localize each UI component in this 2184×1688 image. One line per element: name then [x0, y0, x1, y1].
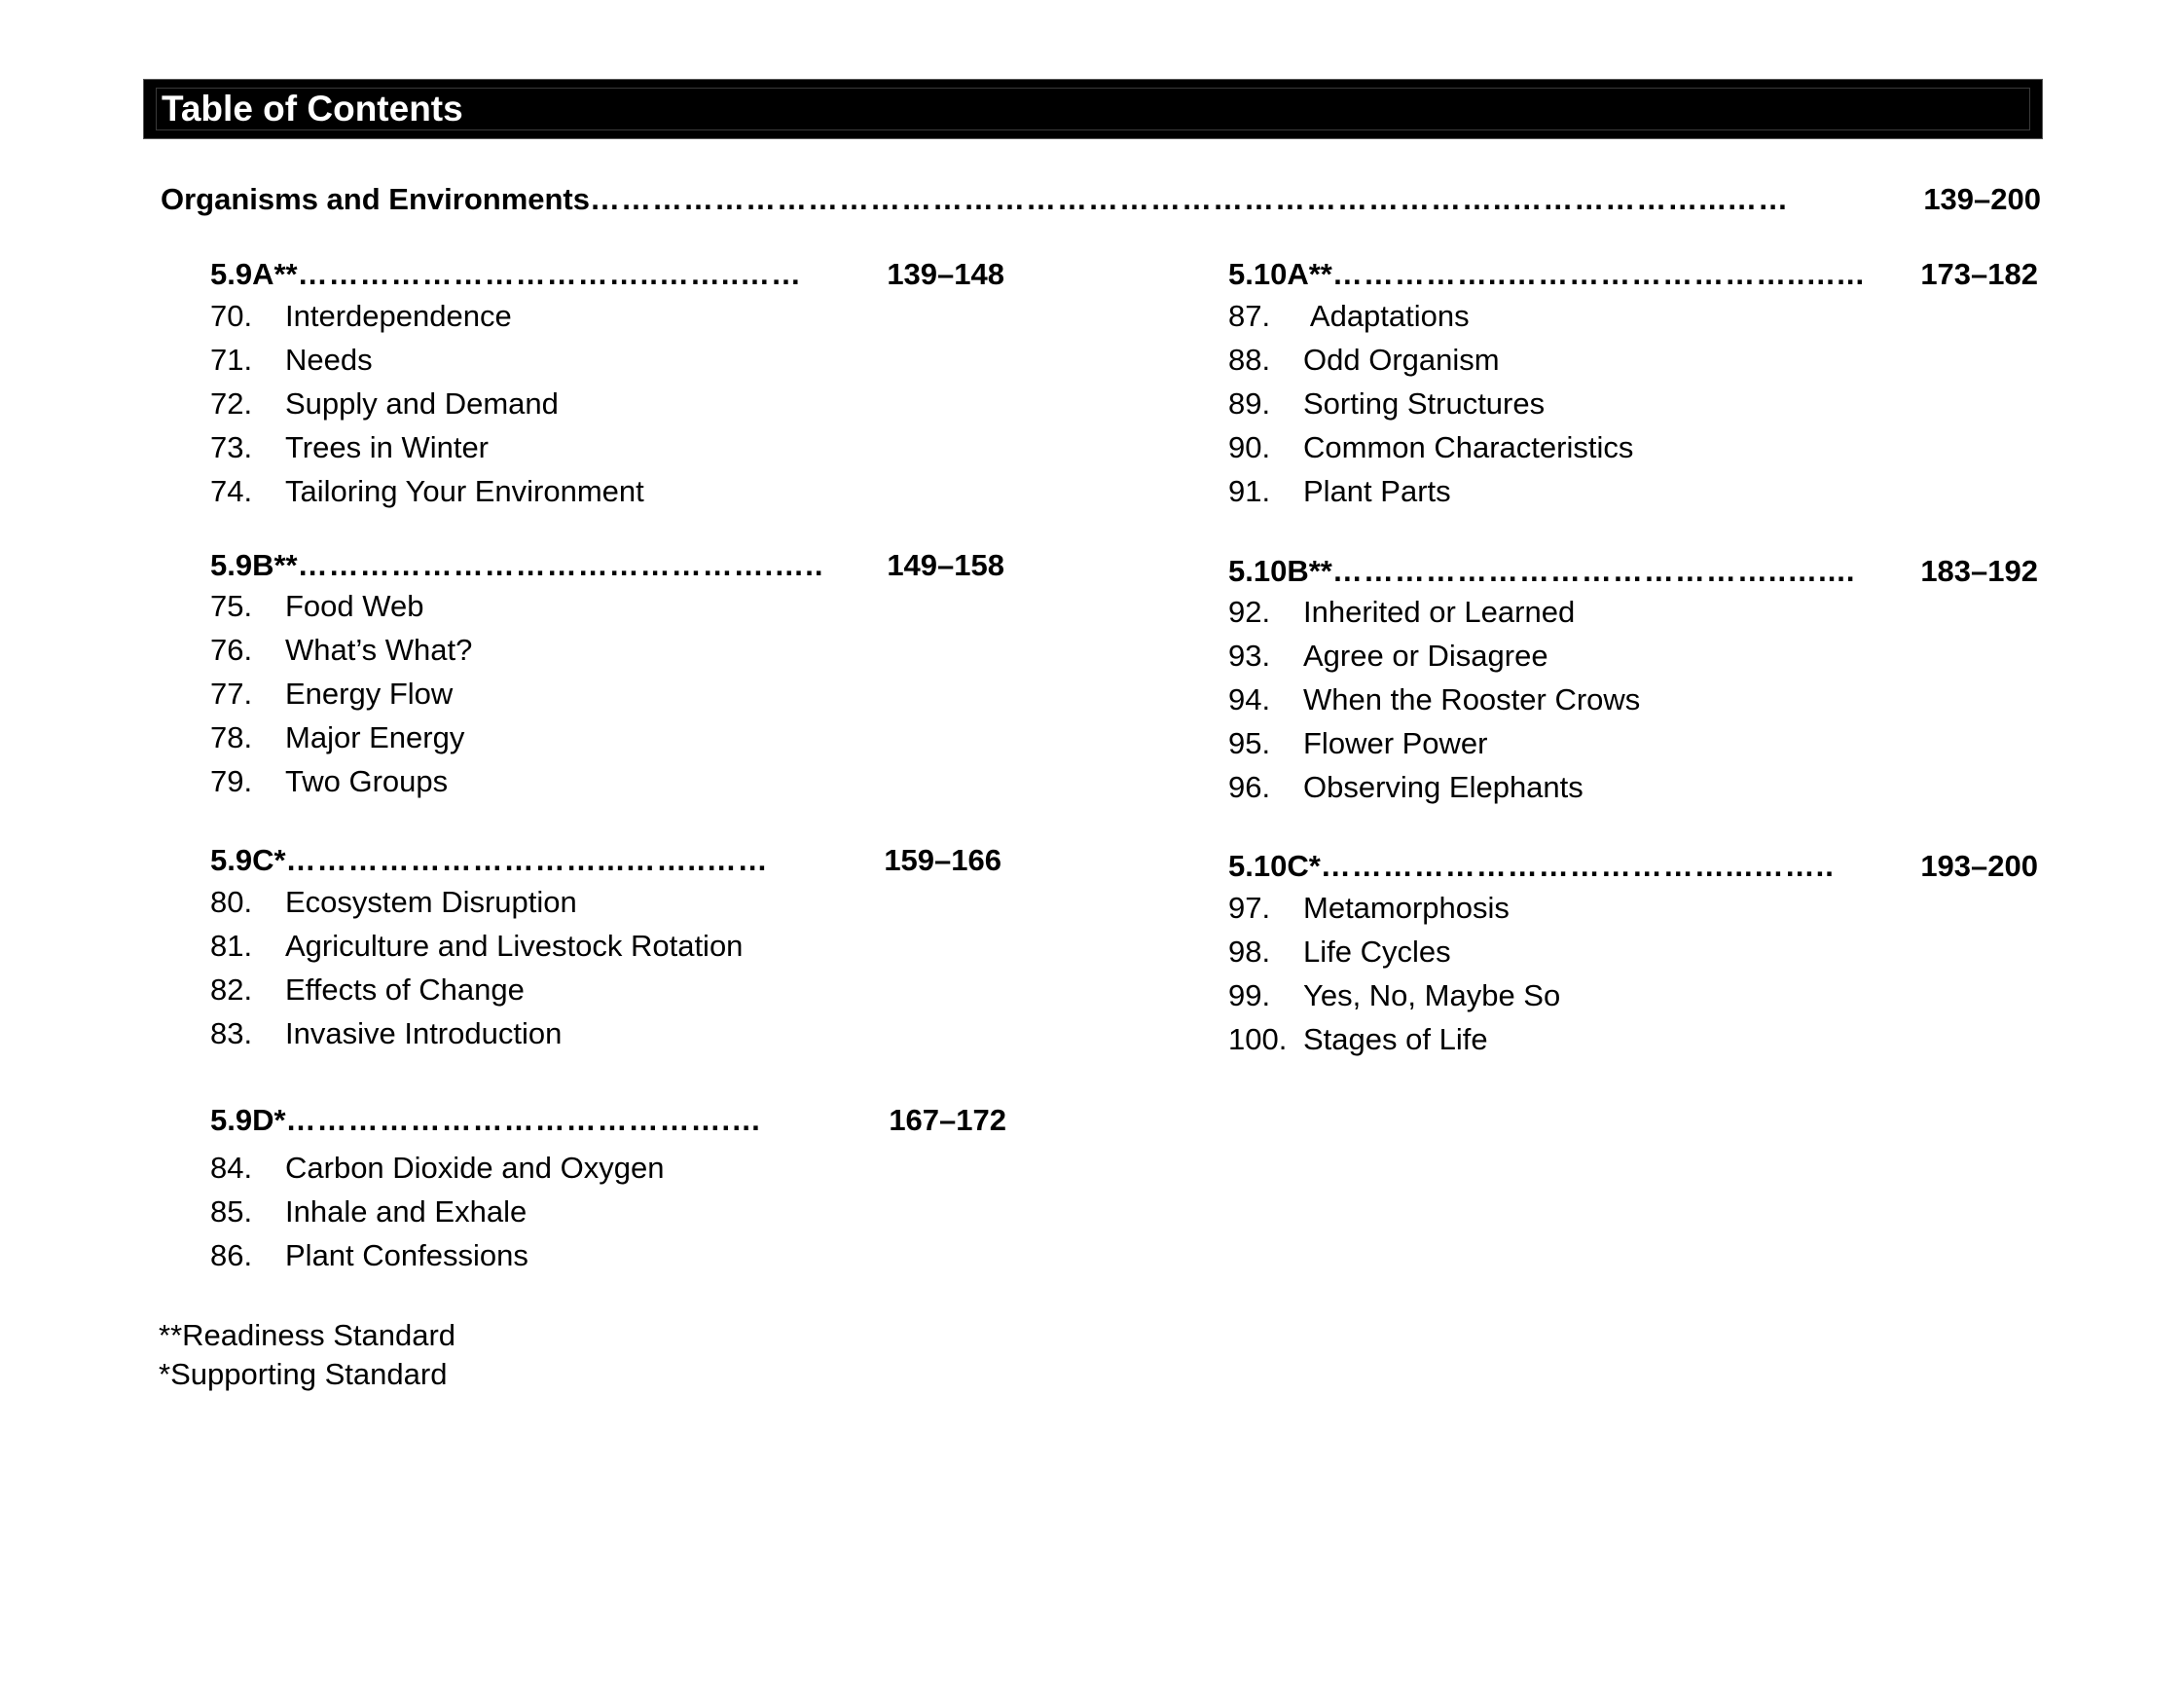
- section-heading-5-10a[interactable]: [1228, 257, 2038, 292]
- item-title: Needs: [285, 343, 373, 377]
- section-pages: 193–200: [1920, 849, 2038, 883]
- section-code: 5.10C*: [1228, 849, 1321, 883]
- list-item[interactable]: [1228, 382, 1633, 425]
- item-title: Plant Confessions: [285, 1238, 528, 1272]
- list-item[interactable]: [210, 584, 472, 628]
- item-number: 82.: [210, 972, 253, 1007]
- item-number: 95.: [1228, 726, 1271, 760]
- item-title: Food Web: [285, 589, 424, 623]
- item-number: 85.: [210, 1194, 253, 1229]
- list-item[interactable]: [210, 628, 472, 672]
- list-item[interactable]: [1228, 425, 1633, 469]
- item-number: 97.: [1228, 891, 1271, 925]
- dot-leader: …………………………...……..……: [285, 843, 769, 877]
- list-item[interactable]: [210, 672, 472, 716]
- unit-heading[interactable]: [161, 182, 2041, 217]
- list-item[interactable]: [1228, 765, 1640, 809]
- item-number: 89.: [1228, 386, 1271, 421]
- item-title: Energy Flow: [285, 677, 454, 711]
- footnote-supporting: *Supporting Standard: [159, 1357, 448, 1391]
- section-heading-5-9c[interactable]: [210, 843, 1001, 878]
- list-item[interactable]: [210, 880, 743, 924]
- section-pages: 167–172: [889, 1103, 1006, 1137]
- dot-leader: …………………………………...……..: [1320, 849, 1835, 883]
- list-item[interactable]: [1228, 469, 1633, 513]
- item-title: Inhale and Exhale: [285, 1194, 528, 1229]
- section-code: 5.9D*: [210, 1103, 286, 1137]
- item-number: 99.: [1228, 978, 1271, 1012]
- list-item[interactable]: [210, 924, 743, 968]
- item-title: Ecosystem Disruption: [285, 885, 577, 919]
- list-item[interactable]: [1228, 1017, 1560, 1061]
- item-title: Two Groups: [285, 764, 449, 798]
- item-number: 100.: [1228, 1022, 1288, 1056]
- item-number: 96.: [1228, 770, 1271, 804]
- list-item[interactable]: [1228, 886, 1560, 930]
- list-item[interactable]: [210, 469, 644, 513]
- list-item[interactable]: [1228, 294, 1633, 338]
- dot-leader: …………………………………….…: [285, 1103, 763, 1137]
- item-number: 76.: [210, 633, 253, 667]
- section-code: 5.10A**: [1228, 257, 1332, 291]
- item-number: 79.: [210, 764, 253, 798]
- section-code: 5.9B**: [210, 548, 298, 582]
- item-title: Sorting Structures: [1303, 386, 1546, 421]
- section-heading-5-9a[interactable]: [210, 257, 1004, 292]
- list-item[interactable]: [210, 1190, 664, 1233]
- section-heading-5-10b[interactable]: [1228, 554, 2038, 589]
- item-title: Observing Elephants: [1303, 770, 1583, 804]
- footnotes: [159, 1316, 455, 1394]
- section-items-5-10c: [1228, 886, 1560, 1061]
- section-pages: 149–158: [887, 548, 1004, 582]
- section-items-5-9c: [210, 880, 743, 1055]
- item-title: Invasive Introduction: [285, 1016, 563, 1050]
- item-title: Tailoring Your Environment: [285, 474, 644, 508]
- item-title: Effects of Change: [285, 972, 525, 1007]
- item-number: 78.: [210, 720, 253, 754]
- item-title: When the Rooster Crows: [1303, 682, 1641, 716]
- item-title: Stages of Life: [1303, 1022, 1488, 1056]
- dot-leader: ……………………………………….…..: [297, 548, 824, 582]
- section-items-5-9a: [210, 294, 644, 513]
- section-code: 5.9C*: [210, 843, 286, 877]
- item-title: Adaptations: [1303, 299, 1470, 333]
- list-item[interactable]: [210, 382, 644, 425]
- item-number: 98.: [1228, 935, 1271, 969]
- item-number: 84.: [210, 1151, 253, 1185]
- item-title: Yes, No, Maybe So: [1303, 978, 1561, 1012]
- item-title: Flower Power: [1303, 726, 1488, 760]
- item-number: 86.: [210, 1238, 253, 1272]
- item-title: Odd Organism: [1303, 343, 1500, 377]
- section-items-5-10b: [1228, 590, 1640, 809]
- section-pages: 183–192: [1920, 554, 2038, 588]
- item-number: 87.: [1228, 299, 1271, 333]
- section-items-5-10a: [1228, 294, 1633, 513]
- item-number: 83.: [210, 1016, 253, 1050]
- item-number: 71.: [210, 343, 253, 377]
- footnote-readiness: **Readiness Standard: [159, 1318, 456, 1352]
- section-code: 5.10B**: [1228, 554, 1332, 588]
- list-item[interactable]: [210, 716, 472, 759]
- item-title: Metamorphosis: [1303, 891, 1510, 925]
- item-number: 81.: [210, 929, 253, 963]
- unit-title: Organisms and Environments: [161, 182, 590, 216]
- list-item[interactable]: [210, 1233, 664, 1277]
- item-title: Major Energy: [285, 720, 465, 754]
- dot-leader: ……………..………………………..…...: [1331, 257, 1866, 291]
- list-item[interactable]: [1228, 634, 1640, 678]
- list-item[interactable]: [1228, 338, 1633, 382]
- item-number: 92.: [1228, 595, 1271, 629]
- section-items-5-9d: [210, 1146, 664, 1277]
- section-items-5-9b: [210, 584, 472, 803]
- dot-leader: ……………………………..……..……: [297, 257, 803, 291]
- item-number: 73.: [210, 430, 253, 464]
- item-number: 77.: [210, 677, 253, 711]
- list-item[interactable]: [210, 759, 472, 803]
- item-number: 74.: [210, 474, 253, 508]
- list-item[interactable]: [210, 338, 644, 382]
- list-item[interactable]: [210, 425, 644, 469]
- item-number: 72.: [210, 386, 253, 421]
- item-number: 75.: [210, 589, 253, 623]
- section-heading-5-9b[interactable]: [210, 548, 1004, 583]
- item-title: Agree or Disagree: [1303, 639, 1548, 673]
- list-item[interactable]: [210, 294, 644, 338]
- item-title: Agriculture and Livestock Rotation: [285, 929, 744, 963]
- list-item[interactable]: [1228, 930, 1560, 973]
- list-item[interactable]: [1228, 973, 1560, 1017]
- item-number: 70.: [210, 299, 253, 333]
- section-pages: 159–166: [884, 843, 1001, 877]
- list-item[interactable]: [1228, 678, 1640, 721]
- item-number: 80.: [210, 885, 253, 919]
- list-item[interactable]: [210, 1146, 664, 1190]
- list-item[interactable]: [210, 968, 743, 1011]
- item-number: 88.: [1228, 343, 1271, 377]
- page-title: Table of Contents: [162, 89, 463, 128]
- item-title: Interdependence: [285, 299, 512, 333]
- item-number: 90.: [1228, 430, 1271, 464]
- item-title: Common Characteristics: [1303, 430, 1634, 464]
- title-bar: [143, 79, 2043, 139]
- section-pages: 173–182: [1920, 257, 2038, 291]
- dot-leader: ……………………………………..…....: [1331, 554, 1856, 588]
- item-title: What’s What?: [285, 633, 473, 667]
- item-title: Plant Parts: [1303, 474, 1451, 508]
- item-title: Carbon Dioxide and Oxygen: [285, 1151, 665, 1185]
- item-title: Inherited or Learned: [1303, 595, 1576, 629]
- list-item[interactable]: [1228, 721, 1640, 765]
- dot-leader: ……………………………………………………………………………..………………...……: [590, 182, 1790, 216]
- item-number: 93.: [1228, 639, 1271, 673]
- section-pages: 139–148: [887, 257, 1004, 291]
- item-number: 91.: [1228, 474, 1271, 508]
- list-item[interactable]: [1228, 590, 1640, 634]
- section-heading-5-9d[interactable]: [210, 1103, 1006, 1138]
- item-title: Trees in Winter: [285, 430, 490, 464]
- item-title: Supply and Demand: [285, 386, 559, 421]
- item-title: Life Cycles: [1303, 935, 1451, 969]
- list-item[interactable]: [210, 1011, 743, 1055]
- unit-pages: 139–200: [1923, 182, 2041, 216]
- item-number: 94.: [1228, 682, 1271, 716]
- section-code: 5.9A**: [210, 257, 298, 291]
- section-heading-5-10c[interactable]: [1228, 849, 2038, 884]
